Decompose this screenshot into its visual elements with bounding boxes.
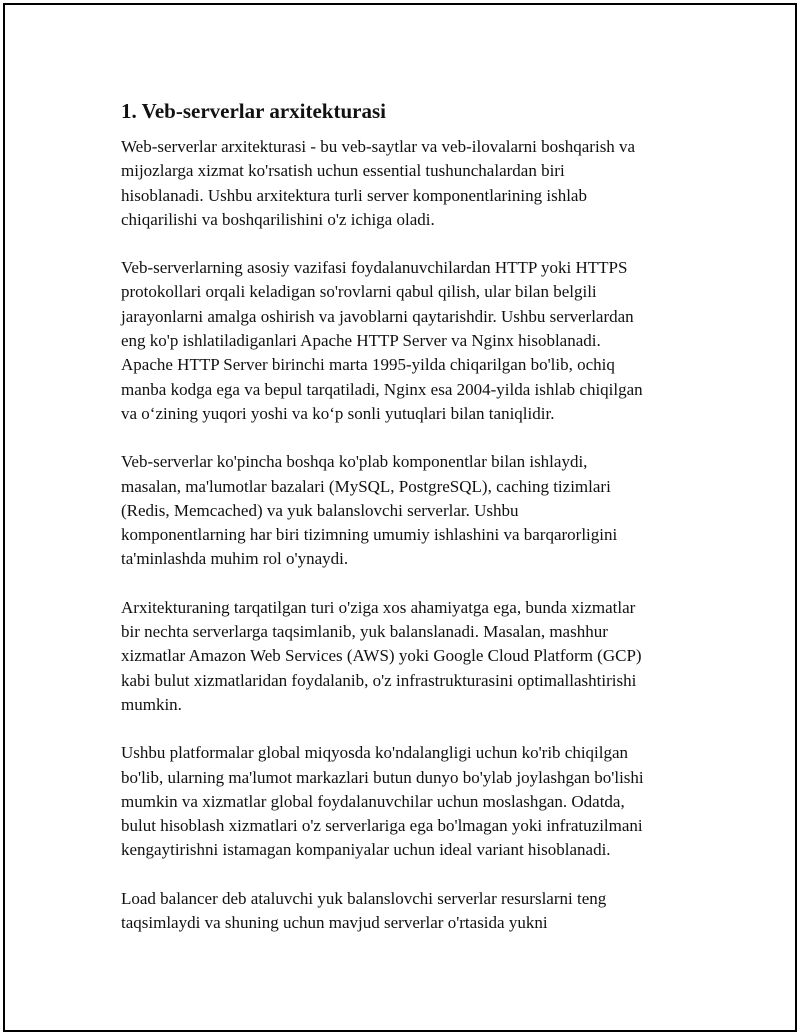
section-heading: 1. Veb-serverlar arxitekturasi xyxy=(121,99,386,123)
document-body xyxy=(121,97,701,959)
paragraph-distributed: Arxitekturaning tarqatilgan turi o'ziga xos ahamiyatga ega, bunda xizmatlar bir nechta serverlarga taqsimlanib, yuk balanslanadi. Masalan, mashhur xizmatlar Amazon Web Services (AWS) yoki Google Cloud Platform (GCP) kabi bulut xizmatlaridan foydalanib, o'z infrastrukturasini optimallashtirishi mumkin. xyxy=(121,597,642,714)
paragraph-intro: Web-serverlar arxitekturasi - bu veb-saytlar va veb-ilovalarni boshqarish va mijozlarga xizmat ko'rsatish uchun essential tushunchalardan biri hisoblanadi. Ushbu arxitektura turli server komponentlarining ishlab chiqarilishi va boshqarilishini o'z ichiga oladi. xyxy=(121,137,636,229)
page-frame xyxy=(3,3,797,1032)
paragraph-platforms: Ushbu platformalar global miqyosda ko'ndalangligi uchun ko'rib chiqilgan bo'lib, ularning ma'lumot markazlari butun dunyo bo'ylab joylashgan bo'lishi mumkin va xizmatlar global foydalanuvchilar uchun moslashgan. Odatda, bulut hisoblash xizmatlari o'z serverlariga ega bo'lmagan yoki infratuzilmani kengaytirishni istamagan kompaniyalar uchun ideal variant hisoblanadi. xyxy=(121,743,644,860)
paragraph-web-server-role: Veb-serverlarning asosiy vazifasi foydalanuvchilardan HTTP yoki HTTPS protokollari orqali keladigan so'rovlarni qabul qilish, ular bilan belgili jarayonlarni amalga oshirish va javoblarni qaytarishdir. Ushbu serverlardan eng ko'p ishlatiladiganlari Apache HTTP Server va Nginx hisoblanadi. Apache HTTP Server birinchi marta 1995-yilda chiqarilgan bo'lib, ochiq manba kodga ega va bepul tarqatiladi, Nginx esa 2004-yilda ishlab chiqilgan va o‘zining yuqori yoshi va ko‘p sonli yutuqlari bilan taniqlidir. xyxy=(121,258,643,423)
paragraph-components: Veb-serverlar ko'pincha boshqa ko'plab komponentlar bilan ishlaydi, masalan, ma'lumotlar bazalari (MySQL, PostgreSQL), caching tizimlari (Redis, Memcached) va yuk balanslovchi serverlar. Ushbu komponentlarning har biri tizimning umumiy ishlashini va barqarorligini ta'minlashda muhim rol o'ynaydi. xyxy=(121,452,618,569)
paragraph-load-balancer: Load balancer deb ataluvchi yuk balanslovchi serverlar resurslarni teng taqsimlaydi va shuning uchun mavjud serverlar o'rtasida yukni xyxy=(121,888,607,933)
